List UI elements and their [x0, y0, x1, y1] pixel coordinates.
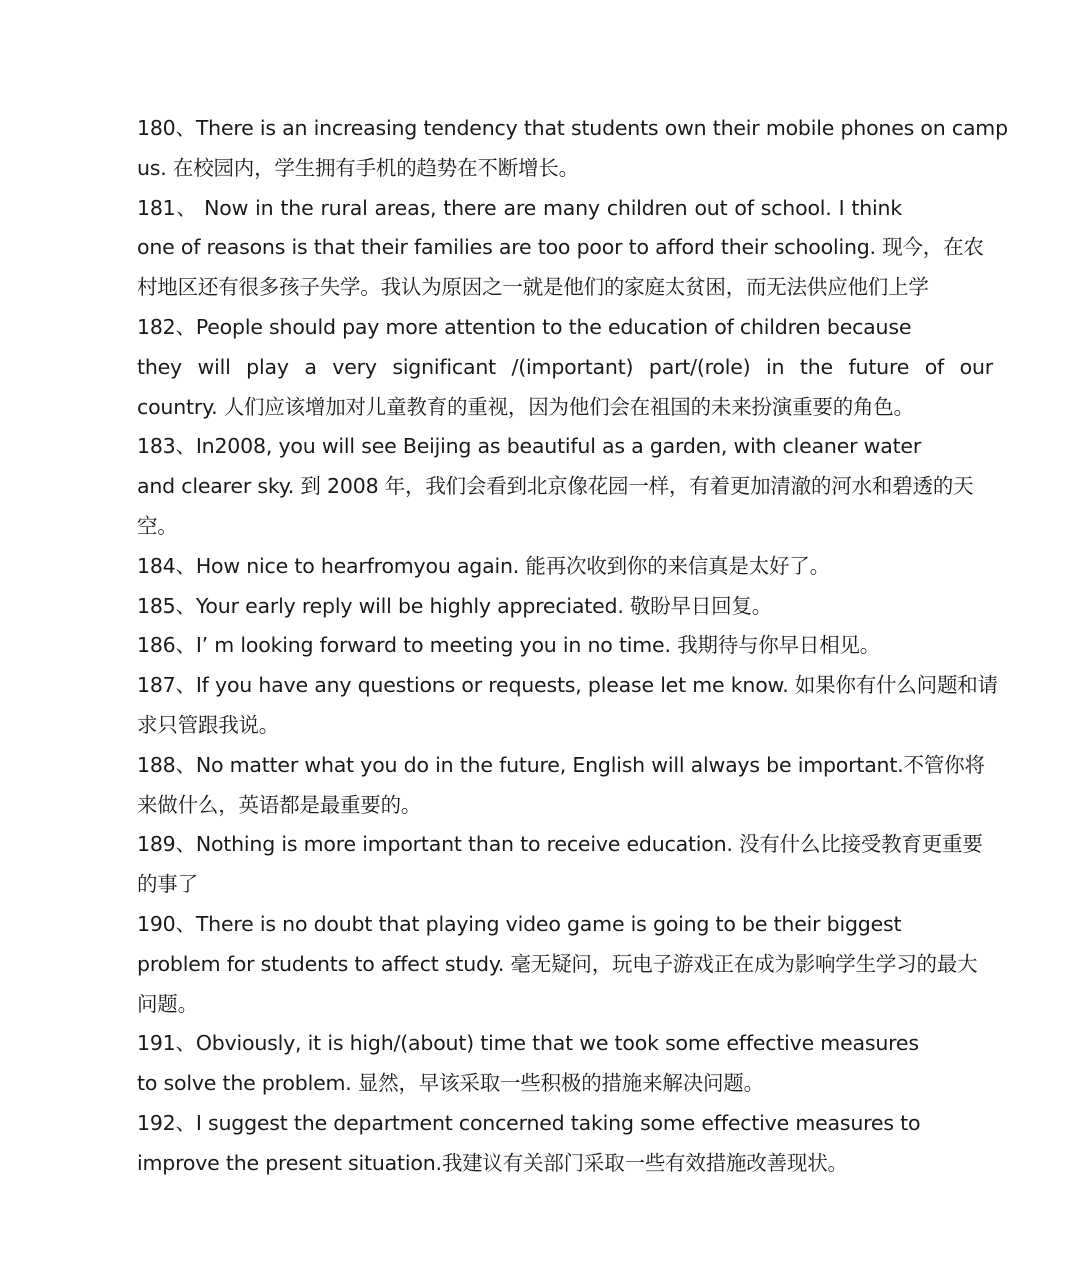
text-line: 184、How nice to hearfromyou again. 能再次收到你的来信真是太好了。 — [137, 553, 830, 578]
text-line: they will play a very significant /(important) part/(role) in the future of our — [137, 354, 993, 379]
sentence-entry-189 — [137, 825, 993, 905]
text-line: 192、I suggest the department concerned taking some effective measures to — [137, 1110, 921, 1135]
text-line: 来做什么，英语都是最重要的。 — [137, 792, 422, 817]
sentence-entry-181 — [137, 189, 993, 308]
text-line: 181、 Now in the rural areas, there are many children out of school. I think — [137, 195, 902, 220]
sentence-entry-190 — [137, 905, 993, 1024]
text-line: 183、In2008, you will see Beijing as beautiful as a garden, with cleaner water — [137, 434, 922, 459]
text-line: 空。 — [137, 513, 178, 538]
text-line: country. 人们应该增加对儿童教育的重视，因为他们会在祖国的未来扮演重要的角色。 — [137, 394, 914, 419]
sentence-entry-184 — [137, 547, 993, 587]
text-line: one of reasons is that their families are too poor to afford their schooling. 现今，在农 — [137, 235, 984, 260]
sentence-entry-180 — [137, 109, 1008, 189]
sentence-entry-192 — [137, 1104, 993, 1184]
sentence-entry-185 — [137, 587, 993, 627]
text-line: 村地区还有很多孩子失学。我认为原因之一就是他们的家庭太贫困，而无法供应他们上学 — [137, 275, 929, 300]
text-line: 求只管跟我说。 — [137, 712, 280, 737]
document-page — [137, 109, 1008, 1184]
text-line: 190、There is no doubt that playing video game is going to be their biggest — [137, 911, 902, 936]
text-line: us. 在校园内，学生拥有手机的趋势在不断增长。 — [137, 155, 579, 180]
sentence-entry-182 — [137, 308, 993, 427]
text-line: to solve the problem. 显然，早该采取一些积极的措施来解决问题。 — [137, 1071, 764, 1096]
text-line: 187、If you have any questions or requests, please let me know. 如果你有什么问题和请 — [137, 673, 998, 698]
sentence-entry-187 — [137, 666, 998, 746]
text-line: 188、No matter what you do in the future, English will always be important.不管你将 — [137, 752, 985, 777]
text-line: improve the present situation.我建议有关部门采取一些有效措施改善现状。 — [137, 1150, 848, 1175]
text-line: 182、People should pay more attention to the education of children because — [137, 314, 912, 339]
sentence-entry-188 — [137, 746, 993, 826]
text-line: 问题。 — [137, 991, 198, 1016]
text-line: 191、Obviously, it is high/(about) time that we took some effective measures — [137, 1031, 919, 1056]
sentence-entry-186 — [137, 626, 993, 666]
text-line: 189、Nothing is more important than to receive education. 没有什么比接受教育更重要 — [137, 832, 983, 857]
text-line: 180、There is an increasing tendency that students own their mobile phones on camp — [137, 116, 1008, 140]
sentence-entry-183 — [137, 427, 993, 546]
text-line: 186、I’ m looking forward to meeting you in no time. 我期待与你早日相见。 — [137, 633, 881, 658]
text-line: 185、Your early reply will be highly appreciated. 敬盼早日回复。 — [137, 593, 773, 618]
text-line: and clearer sky. 到 2008 年，我们会看到北京像花园一样，有着更加清澈的河水和碧透的天 — [137, 474, 974, 499]
text-line: 的事了 — [137, 872, 198, 897]
sentence-entry-191 — [137, 1024, 993, 1104]
text-line: problem for students to affect study. 毫无疑问，玩电子游戏正在成为影响学生学习的最大 — [137, 951, 978, 976]
